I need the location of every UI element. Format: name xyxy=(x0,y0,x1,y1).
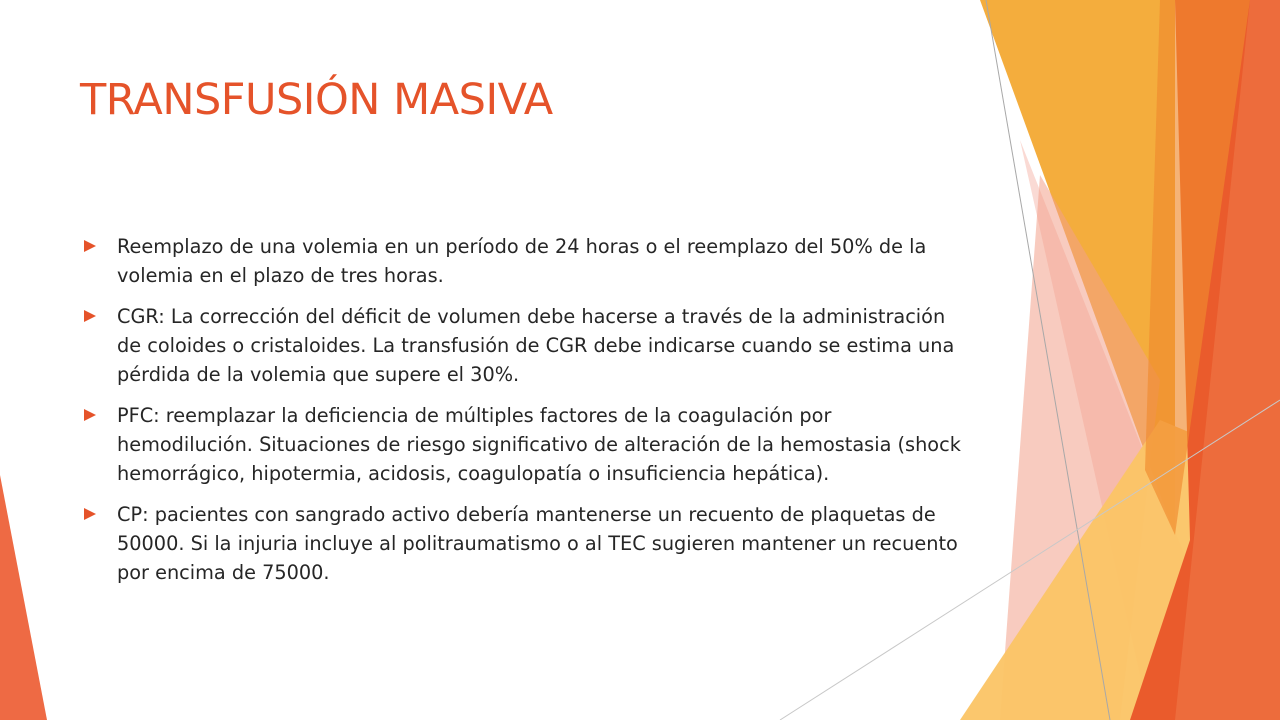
slide-title: TRANSFUSIÓN MASIVA xyxy=(80,75,553,125)
bullet-text: Reemplazo de una volemia en un período de 24 horas o el reemplazo del 50% de la volemia en el plazo de tres horas. xyxy=(117,235,927,287)
triangle-bullet-icon xyxy=(84,409,96,421)
left-orange-triangle xyxy=(0,475,47,720)
bullet-list xyxy=(84,232,964,599)
bullet-item xyxy=(84,302,964,389)
bullet-text: CGR: La corrección del déficit de volumen debe hacerse a través de la administración de coloides o cristaloides. La transfusión de CGR debe indicarse cuando se estima una pérdida de la volemia que supere el 30%. xyxy=(117,305,955,386)
bullet-item xyxy=(84,500,964,587)
bullet-text: PFC: reemplazar la deficiencia de múltiples factores de la coagulación por hemodilución. Situaciones de riesgo significativo de alteración de la hemostasia (shock hemorrágico, hipotermia, acidosis, coagulopatía o insuficiencia hepática). xyxy=(117,404,961,485)
triangle-bullet-icon xyxy=(84,240,96,252)
bullet-item xyxy=(84,232,964,290)
triangle-bullet-icon xyxy=(84,508,96,520)
bullet-item xyxy=(84,401,964,488)
bullet-text: CP: pacientes con sangrado activo debería mantenerse un recuento de plaquetas de 50000. Si la injuria incluye al politraumatismo o al TEC sugieren mantener un recuento por encima de 75000. xyxy=(117,503,958,584)
triangle-bullet-icon xyxy=(84,310,96,322)
